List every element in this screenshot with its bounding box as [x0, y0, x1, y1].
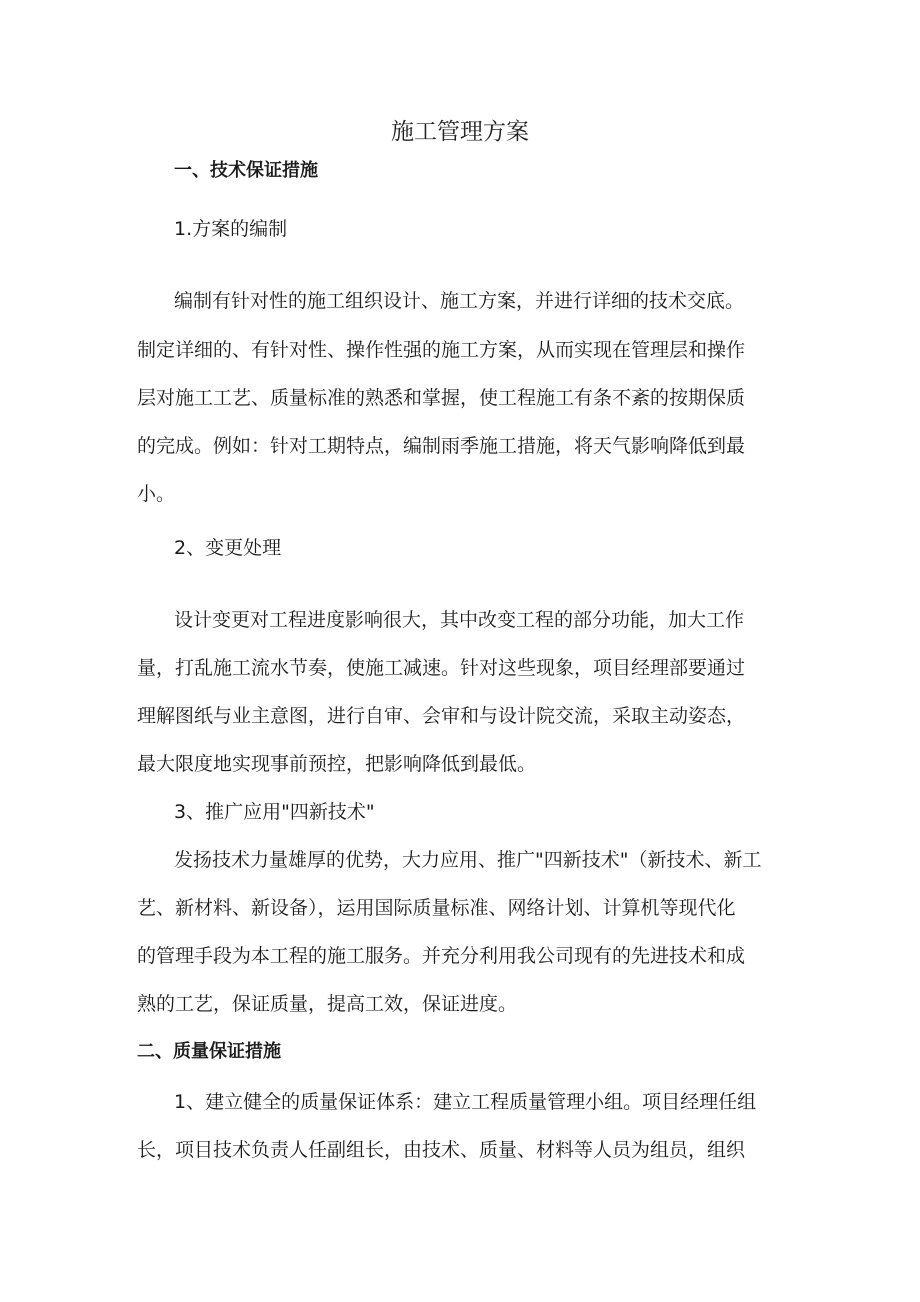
paragraph-line: 艺、新材料、新设备），运用国际质量标准、网络计划、计算机等现代化 [137, 897, 736, 919]
subsection-2-heading: 2、变更处理 [174, 537, 282, 559]
paragraph-line: 理解图纸与业主意图，进行自审、会审和与设计院交流，采取主动姿态， [137, 705, 746, 727]
paragraph-line: 的管理手段为本工程的施工服务。并充分利用我公司现有的先进技术和成 [137, 945, 746, 967]
paragraph-line: 小。 [137, 483, 176, 505]
paragraph-line: 层对施工工艺、质量标准的熟悉和掌握，使工程施工有条不紊的按期保质 [137, 387, 746, 409]
paragraph-line: 长，项目技术负责人任副组长，由技术、质量、材料等人员为组员，组织 [137, 1139, 746, 1161]
paragraph-line: 量，打乱施工流水节奏，使施工减速。针对这些现象，项目经理部要通过 [137, 657, 746, 679]
paragraph-line: 1、建立健全的质量保证体系：建立工程质量管理小组。项目经理任组 [174, 1091, 757, 1113]
document-title: 施工管理方案 [391, 119, 529, 145]
subsection-3-heading: 3、推广应用"四新技术" [174, 801, 375, 823]
section-2-heading: 二、质量保证措施 [137, 1041, 281, 1062]
paragraph-line: 的完成。例如：针对工期特点，编制雨季施工措施，将天气影响降低到最 [137, 435, 746, 457]
paragraph-line: 熟的工艺，保证质量，提高工效，保证进度。 [137, 993, 518, 1015]
paragraph-line: 制定详细的、有针对性、操作性强的施工方案，从而实现在管理层和操作 [137, 339, 746, 361]
paragraph-line: 最大限度地实现事前预控，把影响降低到最低。 [137, 753, 537, 775]
paragraph-line: 设计变更对工程进度影响很大，其中改变工程的部分功能，加大工作 [174, 609, 745, 631]
section-1-heading: 一、技术保证措施 [174, 160, 318, 181]
paragraph-line: 编制有针对性的施工组织设计、施工方案，并进行详细的技术交底。 [174, 290, 745, 312]
subsection-1-heading: 1.方案的编制 [174, 218, 288, 240]
paragraph-line: 发扬技术力量雄厚的优势，大力应用、推广"四新技术"（新技术、新工 [174, 849, 762, 871]
